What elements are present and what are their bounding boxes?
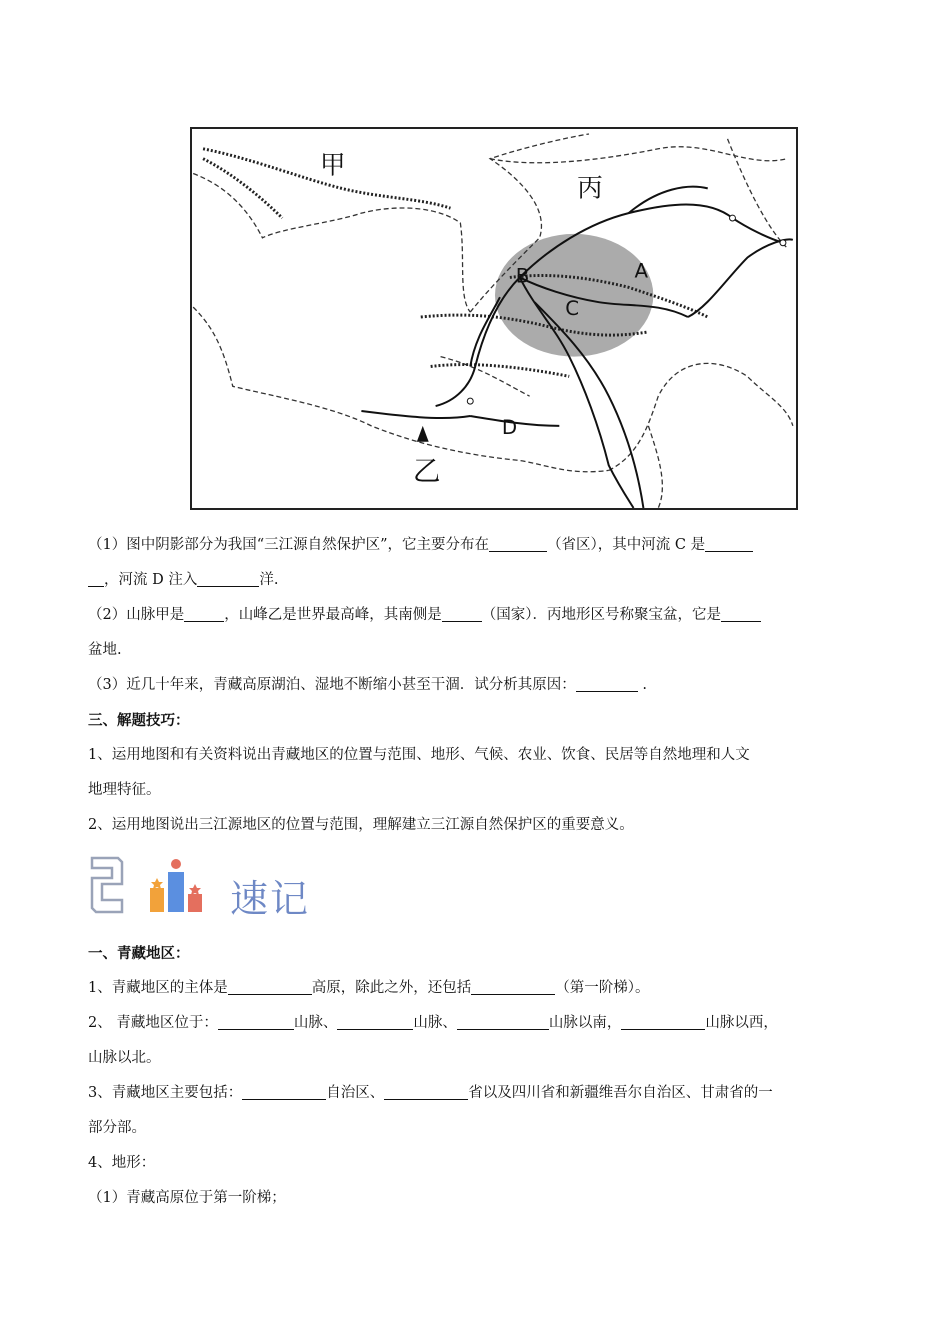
note-4-1-line: （1）青藏高原位于第一阶梯； <box>88 1190 286 1206</box>
note-2-line-1: 2、 青藏地区位于： 山脉、 山脉、 山脉以南， 山脉以西， <box>88 1015 778 1031</box>
blank-province-2 <box>384 1085 468 1101</box>
label-d: D <box>501 415 518 439</box>
note-3-line-2: 部分部。 <box>88 1120 146 1136</box>
notes-block <box>88 936 868 1216</box>
river-source-1 <box>730 215 736 221</box>
label-bing: 丙 <box>577 173 603 204</box>
skill-1-line-2: 地理特征。 <box>88 782 161 798</box>
blank-mountain-2 <box>337 1015 413 1031</box>
blank-basin-step <box>471 980 555 996</box>
shaded-reserve-area <box>495 234 653 357</box>
label-b: B <box>515 264 530 288</box>
section-title: 速记 <box>230 877 311 921</box>
province-borders <box>193 134 793 508</box>
question-2-line-1: （2）山脉甲是 ，山峰乙是世界最高峰，其南侧是 （国家）．丙地形区号称聚宝盆，它是 <box>88 598 868 633</box>
map-figure <box>190 127 798 510</box>
blank-country <box>442 607 482 623</box>
notes-heading: 一、青藏地区： <box>88 945 190 962</box>
map-svg <box>192 129 796 508</box>
peak-icon <box>417 426 429 442</box>
blank-mountain-3 <box>457 1015 549 1031</box>
skill-2-line: 2、运用地图说出三江源地区的位置与范围，理解建立三江源自然保护区的重要意义。 <box>88 817 634 833</box>
blank-plateau <box>228 980 312 996</box>
blank-river-c-cont <box>88 572 104 588</box>
blank-region <box>242 1085 326 1101</box>
river-source-2 <box>780 240 786 246</box>
label-jia: 甲 <box>319 150 346 181</box>
question-1-line-2: ，河流 D 注入 洋. <box>88 563 868 598</box>
skills-heading: 三、解题技巧： <box>88 712 190 729</box>
blank-basin <box>721 607 761 623</box>
note-2-line-2: 山脉以北。 <box>88 1050 161 1066</box>
note-3-line-1: 3、青藏地区主要包括： 自治区、 省以及四川省和新疆维吾尔自治区、甘肃省的一 <box>88 1085 773 1101</box>
question-1-line-1: （1）图中阴影部分为我国“三江源自然保护区”，它主要分布在 （省区），其中河流 C 是 <box>88 528 868 563</box>
question-2-line-2: 盆地. <box>88 642 122 658</box>
note-4-line: 4、地形： <box>88 1155 156 1171</box>
blank-province <box>489 537 547 553</box>
note-1-line: 1、青藏地区的主体是 高原，除此之外，还包括 （第一阶梯）。 <box>88 980 650 996</box>
label-c: C <box>565 297 580 321</box>
label-a: A <box>634 259 649 283</box>
skill-1-line-1: 1、运用地图和有关资料说出青藏地区的位置与范围、地形、气候、农业、饮食、民居等自然地理和人文 <box>88 747 750 763</box>
blank-reason <box>576 677 638 693</box>
podium-icon <box>88 852 228 918</box>
blank-ocean <box>197 572 259 588</box>
questions-block <box>88 528 868 843</box>
label-yi: 乙 <box>412 454 441 488</box>
blank-mountain-4 <box>621 1015 705 1031</box>
blank-mountain-1 <box>218 1015 294 1031</box>
river-source-3 <box>467 398 473 404</box>
blank-river-c <box>705 537 753 553</box>
question-3-line: （3）近几十年来，青藏高原湖泊、湿地不断缩小甚至干涸．试分析其原因： . <box>88 677 647 693</box>
blank-mountain-jia <box>184 607 224 623</box>
